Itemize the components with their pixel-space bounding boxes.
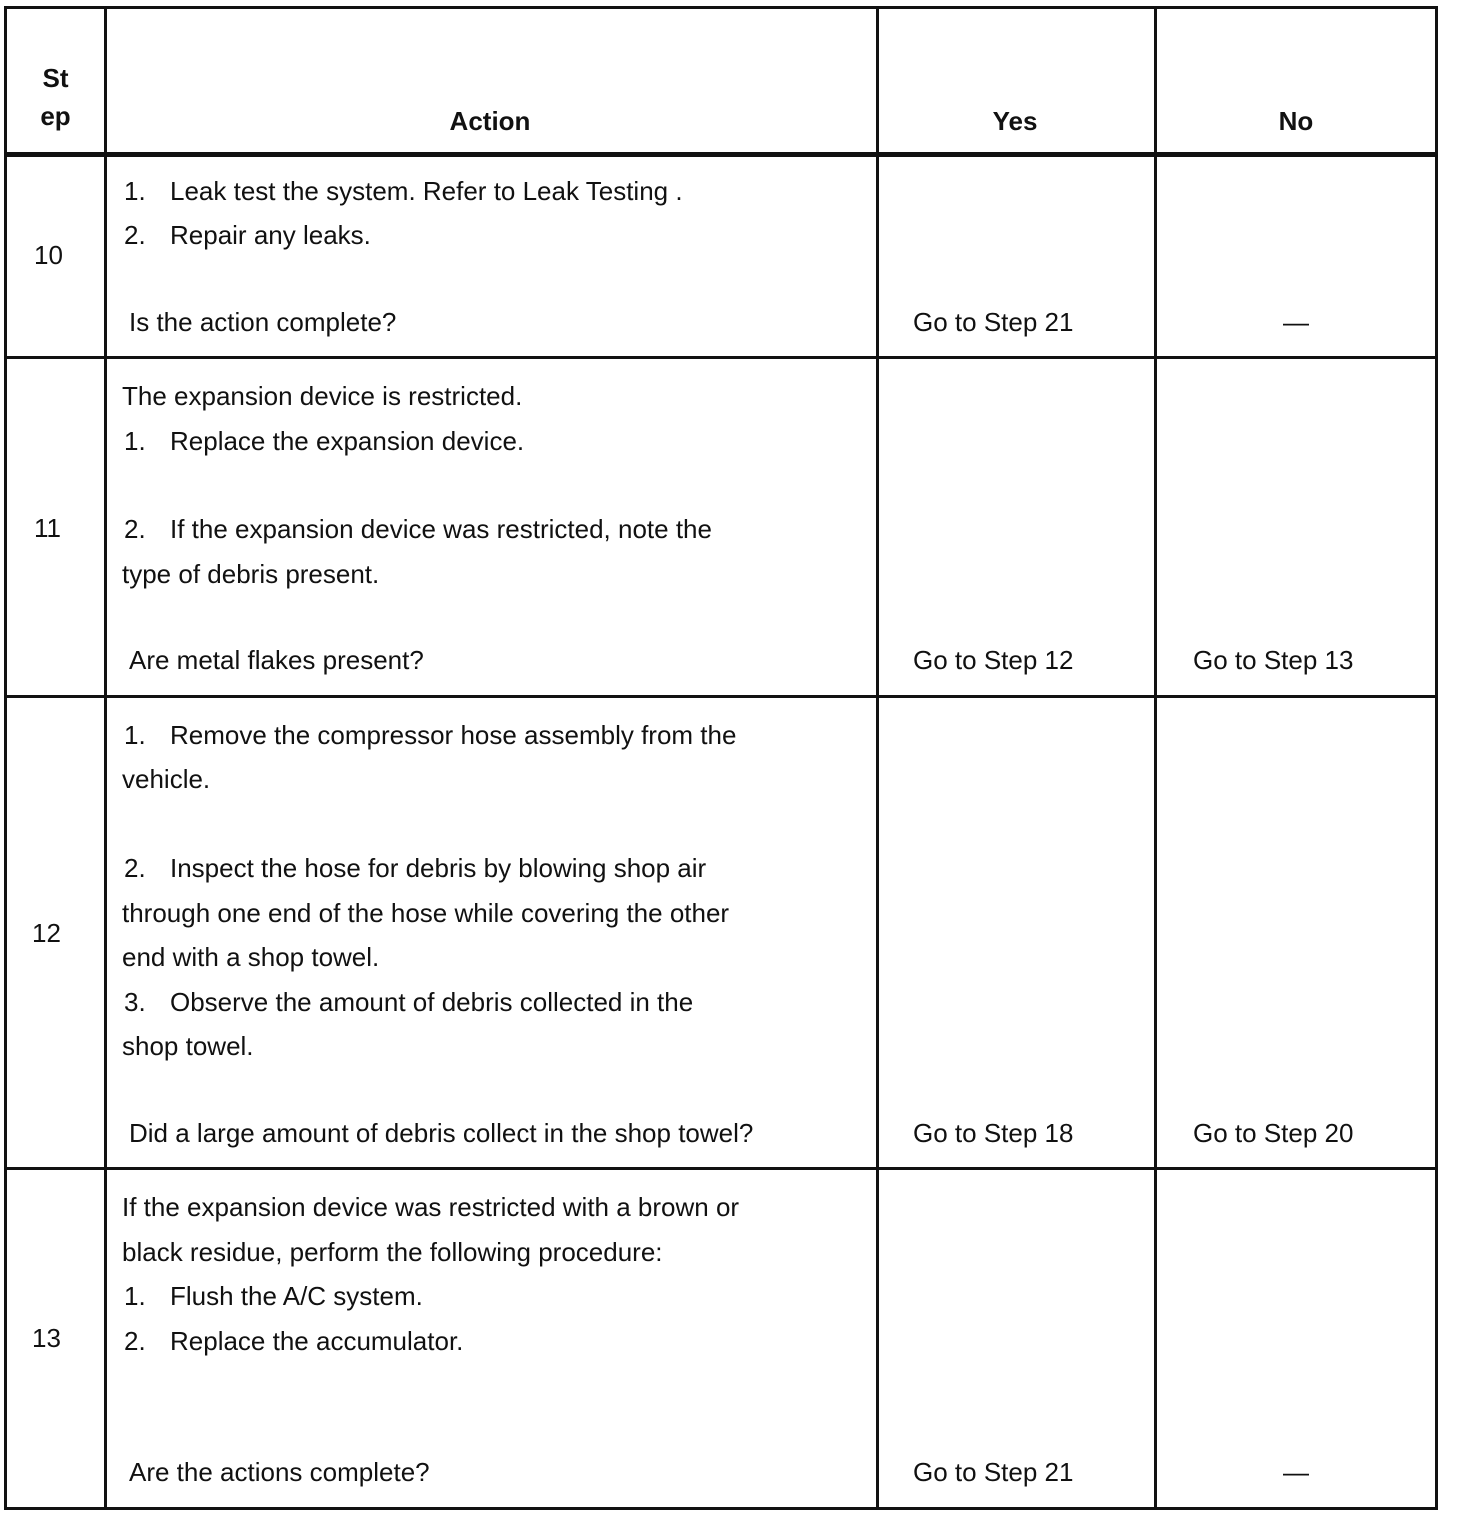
header-step-line1: St xyxy=(42,63,69,93)
action-item: 1. Remove the compressor hose assembly from the xyxy=(124,720,737,750)
col-divider xyxy=(1154,9,1157,1507)
action-item: 1. Flush the A/C system. xyxy=(124,1281,423,1311)
header-yes: Yes xyxy=(992,106,1038,136)
action-item: 2. Repair any leaks. xyxy=(124,220,371,250)
action-item: 2. If the expansion device was restricted, note the xyxy=(124,514,712,544)
action-intro: black residue, perform the following procedure: xyxy=(122,1237,663,1267)
diagnostic-table xyxy=(4,6,1438,1510)
action-question: Is the action complete? xyxy=(129,307,397,337)
header-action: Action xyxy=(449,106,531,136)
no-link: Go to Step 13 xyxy=(1193,645,1354,675)
header-no: No xyxy=(1278,106,1314,136)
header-divider xyxy=(7,152,1435,157)
action-item-continued: shop towel. xyxy=(122,1031,254,1061)
action-question: Did a large amount of debris collect in the shop towel? xyxy=(129,1118,754,1148)
step-number: 10 xyxy=(34,240,63,270)
no-dash: — xyxy=(1283,1457,1309,1487)
row-divider xyxy=(7,1167,1435,1170)
yes-link: Go to Step 21 xyxy=(913,307,1074,337)
action-item: 1. Leak test the system. Refer to Leak Testing . xyxy=(124,176,683,206)
col-divider xyxy=(104,9,107,1507)
action-item: 2. Inspect the hose for debris by blowing shop air xyxy=(124,853,707,883)
step-number: 13 xyxy=(32,1323,61,1353)
row-divider xyxy=(7,695,1435,698)
action-intro: If the expansion device was restricted with a brown or xyxy=(122,1192,740,1222)
header-step-line2: ep xyxy=(40,101,71,131)
action-item: 2. Replace the accumulator. xyxy=(124,1326,464,1356)
yes-link: Go to Step 21 xyxy=(913,1457,1074,1487)
action-item-continued: type of debris present. xyxy=(122,559,380,589)
header-step xyxy=(7,59,104,135)
action-item: 1. Replace the expansion device. xyxy=(124,426,525,456)
action-question: Are metal flakes present? xyxy=(129,645,424,675)
step-number: 11 xyxy=(34,513,61,543)
no-link: Go to Step 20 xyxy=(1193,1118,1354,1148)
yes-link: Go to Step 18 xyxy=(913,1118,1074,1148)
step-number: 12 xyxy=(32,918,61,948)
action-item-continued: through one end of the hose while covering the other xyxy=(122,898,730,928)
row-divider xyxy=(7,356,1435,359)
action-intro: The expansion device is restricted. xyxy=(122,381,523,411)
yes-link: Go to Step 12 xyxy=(913,645,1074,675)
action-item-continued: vehicle. xyxy=(122,764,211,794)
action-item: 3. Observe the amount of debris collected in the xyxy=(124,987,694,1017)
col-divider xyxy=(876,9,879,1507)
action-question: Are the actions complete? xyxy=(129,1457,430,1487)
action-item-continued: end with a shop towel. xyxy=(122,942,380,972)
no-dash: — xyxy=(1283,307,1309,337)
